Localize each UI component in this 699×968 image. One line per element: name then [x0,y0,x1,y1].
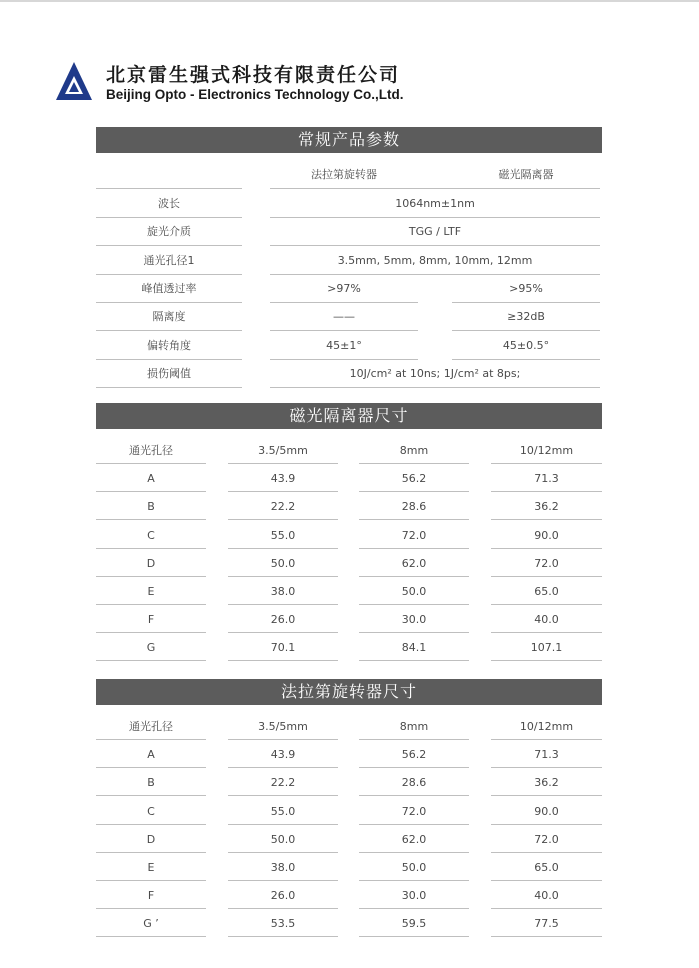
params-header-isolator: 磁光隔离器 [498,168,554,181]
rotator-cell: 62.0 [401,832,427,846]
params-row-rule [270,359,418,360]
isolator-cell: 50.0 [270,556,296,570]
isolator-row-label: F [147,613,155,627]
company-logo-icon [56,62,92,100]
isolator-header-2: 8mm [399,444,429,457]
rotator-row-rule [359,908,469,909]
isolator-row-rule [228,519,338,520]
rotator-row-rule [359,795,469,796]
rotator-header-1: 3.5/5mm [258,720,308,733]
isolator-row-label: G [146,641,156,655]
isolator-cell: 65.0 [534,585,559,598]
isolator-row-rule [491,632,602,633]
rotator-row-rule [96,936,206,937]
rotator-row-rule [491,852,602,853]
rotator-cell: 65.0 [534,861,559,874]
isolator-row-label: B [147,500,155,514]
isolator-row-label: E [147,585,155,598]
section-title-isolator: 磁光隔离器尺寸 [96,403,602,429]
rotator-row-rule [228,767,338,768]
rotator-cell: 59.5 [401,917,427,931]
params-row-rule [270,217,600,218]
params-row-rule [96,330,242,331]
isolator-row-rule [359,604,469,605]
rotator-header-2: 8mm [399,720,429,733]
rotator-row-rule [491,824,602,825]
isolator-row-rule [359,660,469,661]
rotator-header-rule [359,739,469,740]
isolator-row-rule [359,519,469,520]
params-row-rule [96,387,242,388]
params-row-label: 峰值透过率 [141,281,197,295]
rotator-row-rule [96,795,206,796]
isolator-row-rule [359,576,469,577]
isolator-cell: 38.0 [270,585,296,598]
rotator-row-rule [359,824,469,825]
rotator-row-rule [96,767,206,768]
params-row-value-isolator: ≥32dB [507,310,545,324]
isolator-row-rule [359,548,469,549]
top-divider [0,0,699,2]
params-row-label: 旋光介质 [147,225,191,239]
rotator-row-rule [96,852,206,853]
isolator-cell: 72.0 [534,556,559,570]
params-row-rule [270,274,600,275]
rotator-row-rule [228,795,338,796]
params-header-rule [270,188,600,189]
rotator-cell: 43.9 [270,748,296,762]
params-row-rule [270,387,600,388]
isolator-cell: 71.3 [534,472,559,486]
rotator-row-rule [491,767,602,768]
isolator-row-rule [96,491,206,492]
params-row-label: 通光孔径1 [143,253,195,267]
params-row-label: 偏转角度 [147,338,191,352]
isolator-row-rule [228,632,338,633]
rotator-cell: 36.2 [534,776,559,790]
isolator-cell: 26.0 [270,613,296,627]
rotator-header-rule [491,739,602,740]
params-row-value-rotator: —— [333,310,355,324]
rotator-row-rule [359,880,469,881]
isolator-cell: 28.6 [401,500,427,514]
params-row-rule [96,245,242,246]
rotator-row-rule [359,767,469,768]
params-row-value: TGG / LTF [408,225,462,239]
params-row-label: 波长 [158,197,180,210]
isolator-row-rule [96,548,206,549]
isolator-header-0: 通光孔径 [129,444,173,457]
company-name-en: Beijing Opto - Electronics Technology Co.,Ltd. [106,87,404,102]
isolator-header-1: 3.5/5mm [258,444,308,457]
params-row-label: 损伤阈值 [147,366,191,380]
params-row-value-isolator: >95% [509,281,543,295]
rotator-cell: 55.0 [270,804,296,818]
isolator-cell: 70.1 [270,641,296,655]
rotator-row-rule [228,852,338,853]
params-row-value-rotator: >97% [327,281,361,295]
rotator-header-rule [96,739,206,740]
params-row-rule [96,302,242,303]
isolator-cell: 30.0 [401,613,427,627]
isolator-row-rule [228,604,338,605]
isolator-cell: 90.0 [534,528,559,542]
isolator-cell: 72.0 [401,528,427,542]
isolator-row-label: D [146,556,156,570]
isolator-cell: 50.0 [401,585,427,598]
isolator-row-rule [359,491,469,492]
params-row-value-isolator: 45±0.5° [502,338,550,352]
rotator-cell: 53.5 [270,917,296,931]
isolator-header-rule [228,463,338,464]
isolator-header-rule [491,463,602,464]
rotator-row-rule [96,824,206,825]
rotator-cell: 72.0 [401,804,427,818]
rotator-row-rule [359,936,469,937]
rotator-row-rule [96,908,206,909]
rotator-row-label: E [147,861,155,874]
isolator-row-rule [96,519,206,520]
isolator-row-label: C [147,528,155,542]
isolator-row-label: A [147,472,155,486]
isolator-row-rule [359,632,469,633]
rotator-cell: 77.5 [534,917,559,931]
rotator-row-label: C [147,804,155,818]
rotator-header-3: 10/12mm [519,720,574,733]
params-row-value: 10J/cm² at 10ns; 1J/cm² at 8ps; [349,366,521,380]
isolator-header-3: 10/12mm [519,444,574,457]
isolator-header-rule [359,463,469,464]
rotator-row-rule [491,936,602,937]
isolator-cell: 56.2 [401,472,427,486]
rotator-row-rule [491,795,602,796]
rotator-row-label: B [147,776,155,790]
isolator-row-rule [491,548,602,549]
params-row-rule [452,330,600,331]
params-row-rule [270,245,600,246]
rotator-row-label: D [146,832,156,846]
section-title-params: 常规产品参数 [96,127,602,153]
params-row-rule [96,274,242,275]
rotator-cell: 28.6 [401,776,427,790]
rotator-cell: 72.0 [534,832,559,846]
rotator-row-rule [228,824,338,825]
params-row-value-rotator: 45±1° [326,338,362,352]
isolator-row-rule [491,519,602,520]
isolator-cell: 55.0 [270,528,296,542]
rotator-cell: 71.3 [534,748,559,762]
isolator-row-rule [96,660,206,661]
params-row-value: 3.5mm, 5mm, 8mm, 10mm, 12mm [337,253,533,267]
params-row-rule [270,330,418,331]
params-row-rule [96,359,242,360]
rotator-row-rule [228,908,338,909]
rotator-row-rule [228,880,338,881]
params-row-rule [452,359,600,360]
rotator-row-rule [96,880,206,881]
rotator-cell: 22.2 [270,776,296,790]
isolator-row-rule [491,604,602,605]
isolator-cell: 107.1 [530,641,563,655]
isolator-cell: 36.2 [534,500,559,514]
rotator-row-rule [491,908,602,909]
isolator-row-rule [491,660,602,661]
isolator-row-rule [96,632,206,633]
rotator-row-label: G ’ [143,917,159,931]
rotator-row-label: F [147,889,155,903]
rotator-row-rule [491,880,602,881]
section-title-rotator: 法拉第旋转器尺寸 [96,679,602,705]
params-row-rule [452,302,600,303]
isolator-row-rule [228,491,338,492]
isolator-row-rule [228,576,338,577]
isolator-cell: 62.0 [401,556,427,570]
rotator-header-0: 通光孔径 [129,720,173,733]
isolator-cell: 22.2 [270,500,296,514]
isolator-row-rule [491,576,602,577]
params-row-rule [270,302,418,303]
isolator-row-rule [228,548,338,549]
params-header-rotator: 法拉第旋转器 [311,168,377,181]
isolator-cell: 84.1 [401,641,427,655]
rotator-cell: 90.0 [534,804,559,818]
params-header-rule [96,188,242,189]
isolator-row-rule [96,576,206,577]
rotator-row-label: A [147,748,155,762]
rotator-cell: 50.0 [270,832,296,846]
rotator-header-rule [228,739,338,740]
rotator-cell: 56.2 [401,748,427,762]
isolator-row-rule [491,491,602,492]
isolator-row-rule [228,660,338,661]
company-name-cn: 北京雷生强式科技有限责任公司 [106,64,401,86]
rotator-cell: 30.0 [401,889,427,903]
rotator-cell: 26.0 [270,889,296,903]
isolator-header-rule [96,463,206,464]
rotator-row-rule [359,852,469,853]
isolator-cell: 40.0 [534,613,559,627]
rotator-cell: 38.0 [270,861,296,874]
rotator-cell: 50.0 [401,861,427,874]
isolator-cell: 43.9 [270,472,296,486]
params-row-label: 隔离度 [152,310,186,324]
params-row-rule [96,217,242,218]
rotator-row-rule [228,936,338,937]
rotator-cell: 40.0 [534,889,559,903]
isolator-row-rule [96,604,206,605]
params-row-value: 1064nm±1nm [395,197,475,210]
